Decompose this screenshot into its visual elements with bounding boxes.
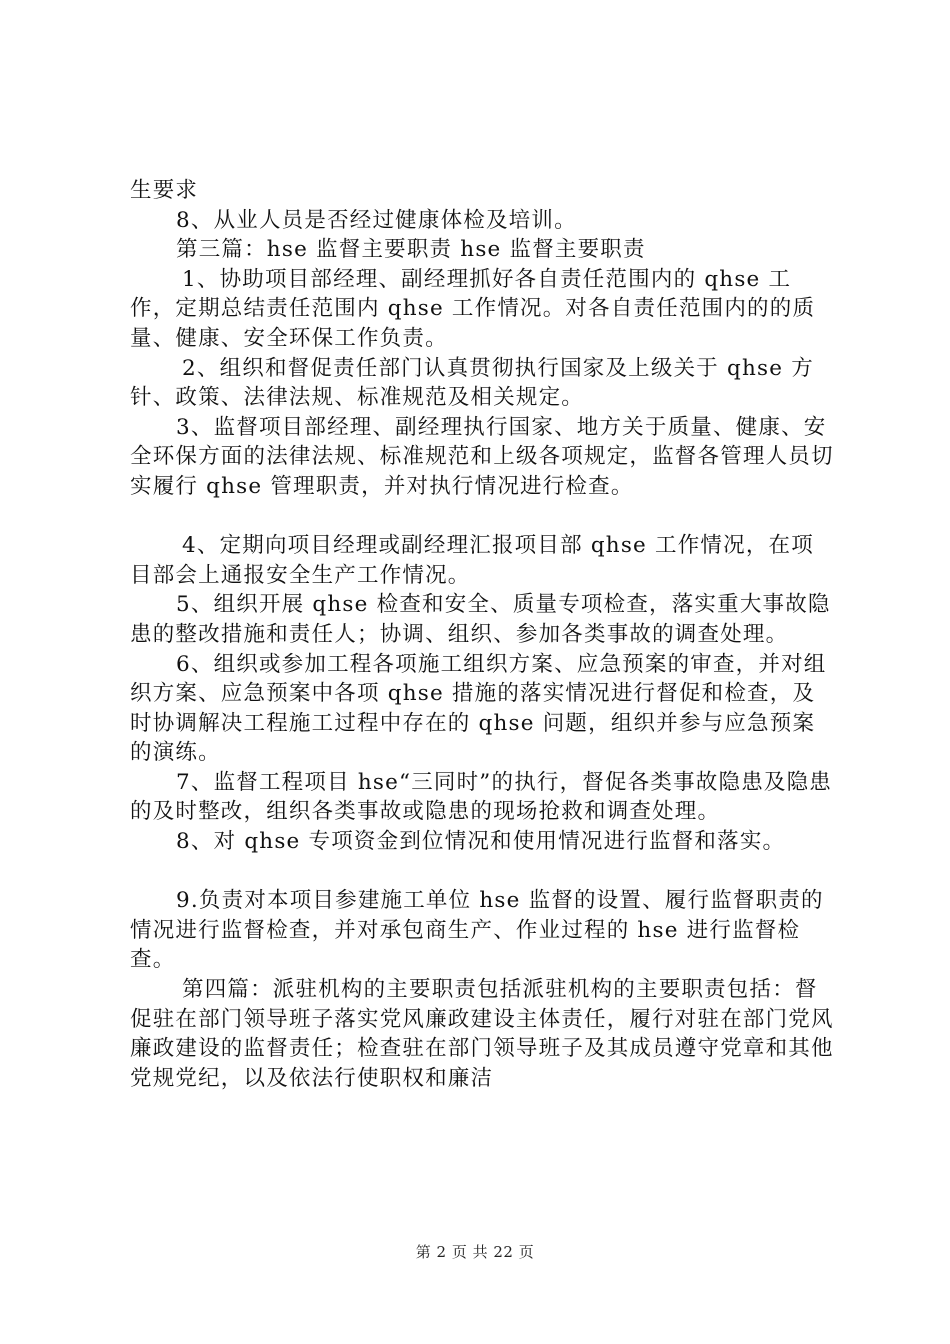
paragraph: 4、定期向项目经理或副经理汇报项目部 qhse 工作情况，在项目部会上通报安全生产工作情况。 [130,533,814,588]
section-heading: 第三篇：hse 监督主要职责 hse 监督主要职责 [176,237,646,263]
page-number-footer: 第 2 页 共 22 页 [415,1243,535,1261]
paragraph: 8、从业人员是否经过健康体检及培训。 [176,207,577,233]
section-heading: 第四篇：派驻机构的主要职责包括派驻机构的主要职责包括：督促驻在部门领导班子落实党风廉政建设主体责任，履行对驻在部门党风廉政建设的监督责任；检查驻在部门领导班子及其成员遵守党章和其他党规党纪，以及依法行使职权和廉洁 [130,977,834,1091]
paragraph: 8、对 qhse 专项资金到位情况和使用情况进行监督和落实。 [176,829,786,855]
paragraph: 1、协助项目部经理、副经理抓好各自责任范围内的 qhse 工作，定期总结责任范围内 qhse 工作情况。对各自责任范围内的的质量、健康、安全环保工作负责。 [130,266,816,351]
paragraph: 9.负责对本项目参建施工单位 hse 监督的设置、履行监督职责的情况进行监督检查，并对承包商生产、作业过程的 hse 进行监督检查。 [130,888,824,973]
paragraph: 7、监督工程项目 hse“三同时”的执行，督促各类事故隐患及隐患的及时整改，组织各类事故或隐患的现场抢救和调查处理。 [130,769,833,825]
paragraph: 6、组织或参加工程各项施工组织方案、应急预案的审查，并对组织方案、应急预案中各项 qhse 措施的落实情况进行督促和检查，及时协调解决工程施工过程中存在的 qhse 问题，组织并参与应急预案的演练。 [130,651,827,766]
document-body [130,176,835,1093]
paragraph: 3、监督项目部经理、副经理执行国家、地方关于质量、健康、安全环保方面的法律法规、标准规范和上级各项规定，监督各管理人员切实履行 qhse 管理职责，并对执行情况进行检查。 [130,414,834,499]
paragraph: 2、组织和督促责任部门认真贯彻执行国家及上级关于 qhse 方针、政策、法律法规、标准规范及相关规定。 [130,355,814,411]
paragraph: 生要求 [130,178,199,203]
paragraph: 5、组织开展 qhse 检查和安全、质量专项检查，落实重大事故隐患的整改措施和责任人；协调、组织、参加各类事故的调查处理。 [130,592,831,647]
